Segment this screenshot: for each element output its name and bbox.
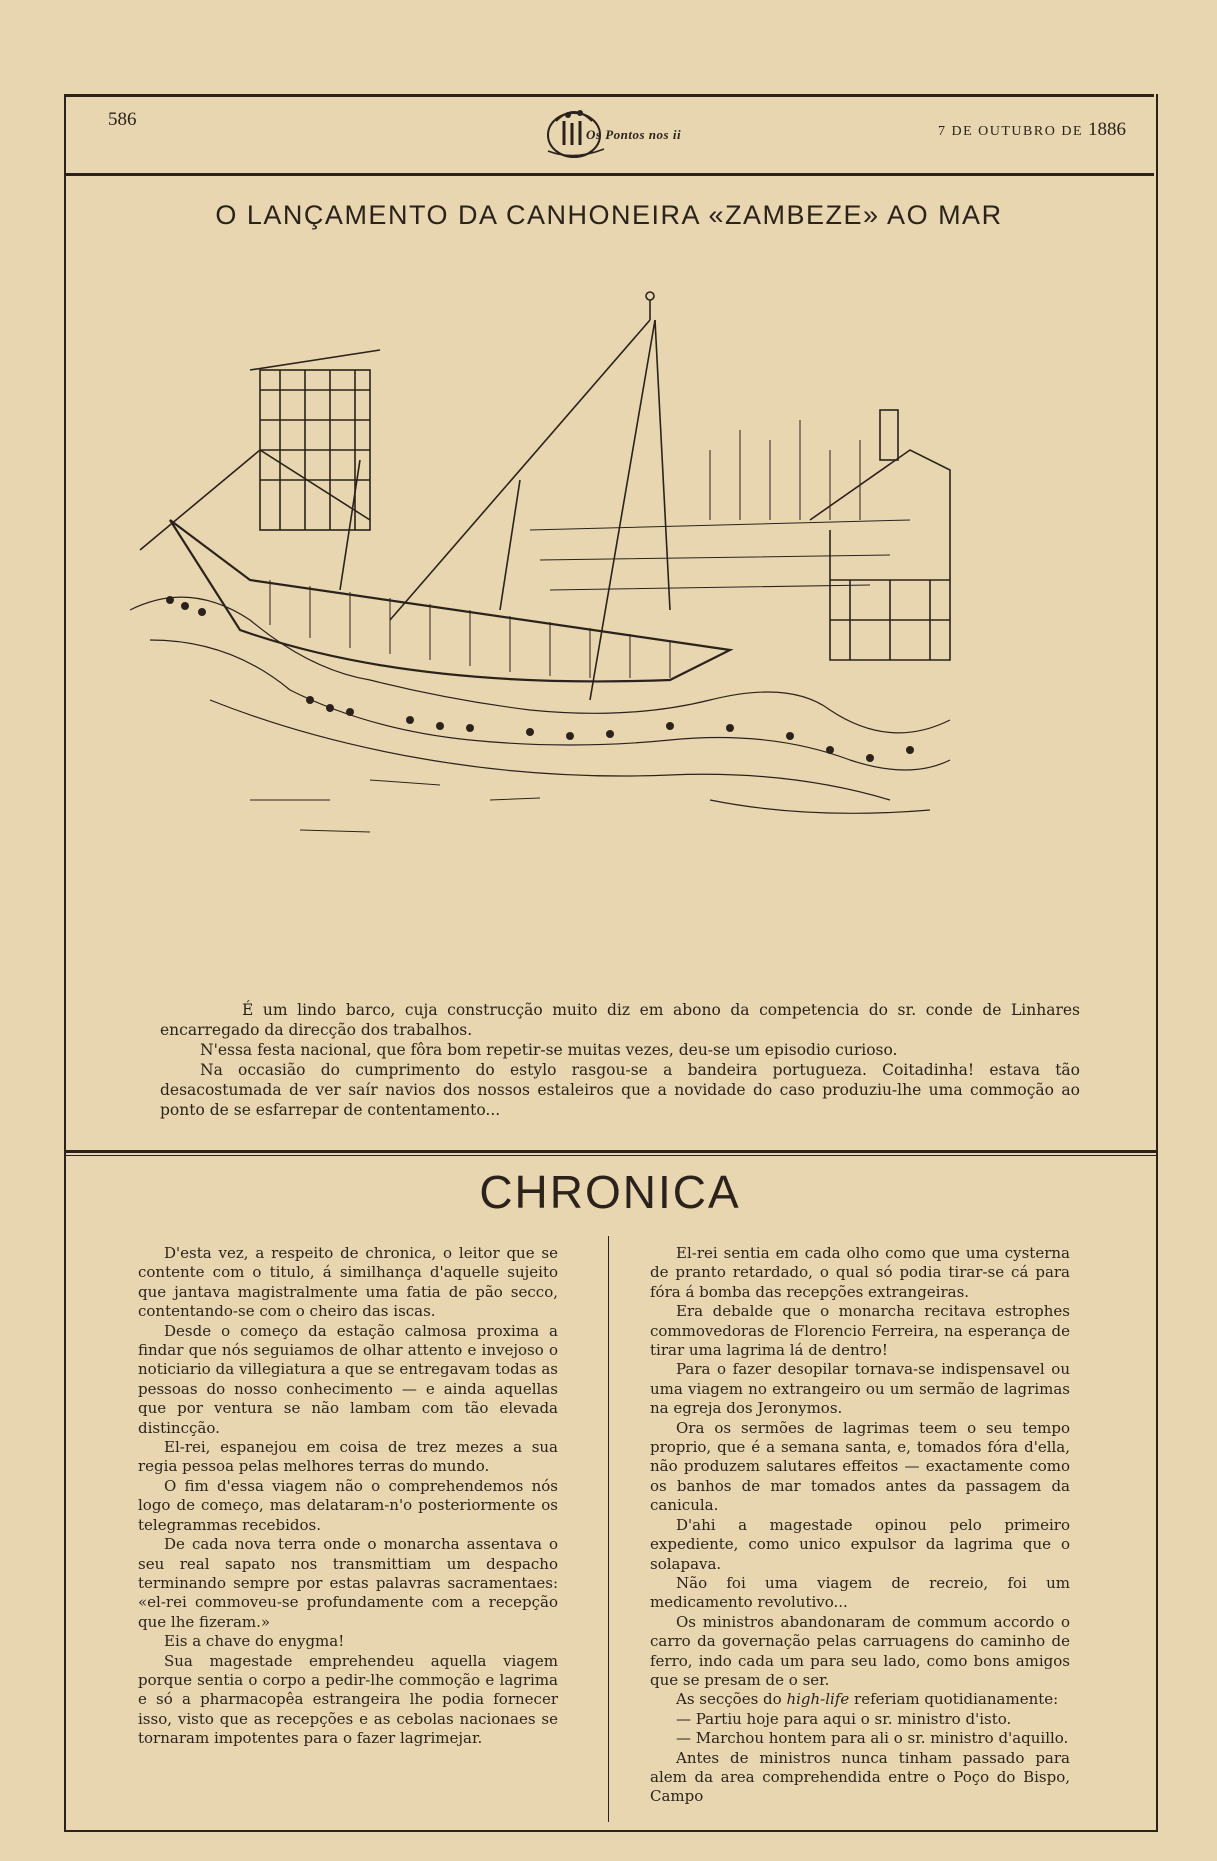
chronica-paragraph: D'esta vez, a respeito de chronica, o leitor que se contente com o titulo, á similhança d'aquelle sujeito que jantava magistralmente uma fatia de pão secco, contentando-se com o cheiro das iscas. [138,1244,558,1321]
highlife-pre: As secções do [676,1690,787,1709]
masthead-logo [534,101,694,163]
article-title: O LANÇAMENTO DA CANHONEIRA «ZAMBEZE» AO MAR [215,200,1003,230]
caption-paragraph: Na occasião do cumprimento do estylo rasgou-se a bandeira portugueza. Coitadinha! estava tão desacostumada de ver saír navios dos nossos estaleiros que a novidade do caso produziu-lhe uma commoção ao ponto de se esfarrepar de contentamento... [160,1061,1080,1119]
chronica-paragraph: Eis a chave do enygma! [164,1632,345,1651]
caption-paragraph: É um lindo barco, cuja construcção muito diz em abono da competencia do sr. conde de Linhares encarregado da direcção dos trabalhos. [160,1001,1080,1039]
page-number: 586 [108,109,137,130]
chronica-paragraph: Antes de ministros nunca tinham passado para alem da area comprehendida entre o Poço do Bispo, Campo [650,1748,1070,1806]
chronica-paragraph: Para o fazer desopilar tornava-se indispensavel ou uma viagem no extrangeiro ou um sermão de lagrimas na egreja dos Jeronymos. [650,1360,1070,1418]
chronica-paragraph: De cada nova terra onde o monarcha assentava o seu real sapato nos transmittiam um despacho terminando sempre por estas palavras sacramentaes: «el-rei commoveu-se profundamente com a recepção que lhe fizeram.» [138,1535,558,1631]
illustration-caption [160,1000,1080,1120]
chronica-paragraph: El-rei, espanejou em coisa de trez mezes a sua regia pessoa pelas melhores terras do mundo. [138,1438,558,1476]
issue-year: 1886 [1088,119,1126,140]
highlife-italic: high-life [786,1690,850,1709]
issue-date [938,119,1126,141]
chronica-left-column [138,1244,558,1749]
chronica-right-column [650,1244,1070,1807]
section-divider [64,1150,1156,1156]
chronica-paragraph: O fim d'essa viagem não o comprehendemos nós logo de começo, mas delataram-n'o posteriormente os telegrammas recebidos. [138,1476,558,1534]
chronica-paragraph: Sua magestade emprehendeu aquella viagem porque sentia o corpo a pedir-lhe commoção e lagrima e só a pharmacopêa estrangeira lhe podia fornecer isso, visto que as recepções e as cebolas nacionaes se tornaram impotentes para o fazer lagrimejar. [138,1651,558,1748]
column-rule [608,1236,609,1822]
chronica-paragraph: — Partiu hoje para aqui o sr. ministro d'isto. [676,1709,1012,1728]
chronica-paragraph: Desde o começo da estação calmosa proxima a findar que nós seguiamos de olhar attento e invejoso o noticiario da villegiatura a que se entregavam todas as pessoas do nosso conhecimento — e ainda aquellas que por ventura se não lambam com tão elevada distincção. [138,1321,558,1437]
ship-launch-illustration [110,280,1110,980]
chronica-paragraph: Os ministros abandonaram de commum accordo o carro da governação pelas carruagens do caminho de ferro, indo cada um para seu lado, como bons amigos que se presam de o ser. [650,1612,1070,1689]
issue-date-text: 7 DE OUTUBRO DE [938,124,1083,139]
chronica-paragraph: — Marchou hontem para ali o sr. ministro d'aquillo. [676,1729,1069,1748]
chronica-paragraph: Ora os sermões de lagrimas teem o seu tempo proprio, que é a semana santa, e, tomados fóra d'ella, não produzem salutares effeitos — exactamente como os banhos de mar tomados antes da passagem da canicula. [650,1418,1070,1515]
chronica-paragraph: D'ahi a magestade opinou pelo primeiro expediente, como unico expulsor da lagrima que o solapava. [650,1515,1070,1573]
caption-paragraph: N'essa festa nacional, que fôra bom repetir-se muitas vezes, deu-se um episodio curioso. [200,1041,898,1059]
chronica-paragraph: Era debalde que o monarcha recitava estrophes commovedoras de Florencio Ferreira, na esperança de tirar uma lagrima lá de dentro! [650,1302,1070,1360]
chronica-paragraph: El-rei sentia em cada olho como que uma cysterna de pranto retardado, o qual só podia tirar-se cá para fóra á bomba das recepções extrangeiras. [650,1244,1070,1301]
masthead-title: Os Pontos nos ii [586,127,682,142]
page-header [64,94,1154,176]
chronica-paragraph [650,1690,1070,1709]
chronica-paragraph: Não foi uma viagem de recreio, foi um medicamento revolutivo... [650,1573,1070,1612]
highlife-post: referiam quotidianamente: [849,1690,1059,1709]
chronica-title: CHRONICA [479,1166,741,1218]
